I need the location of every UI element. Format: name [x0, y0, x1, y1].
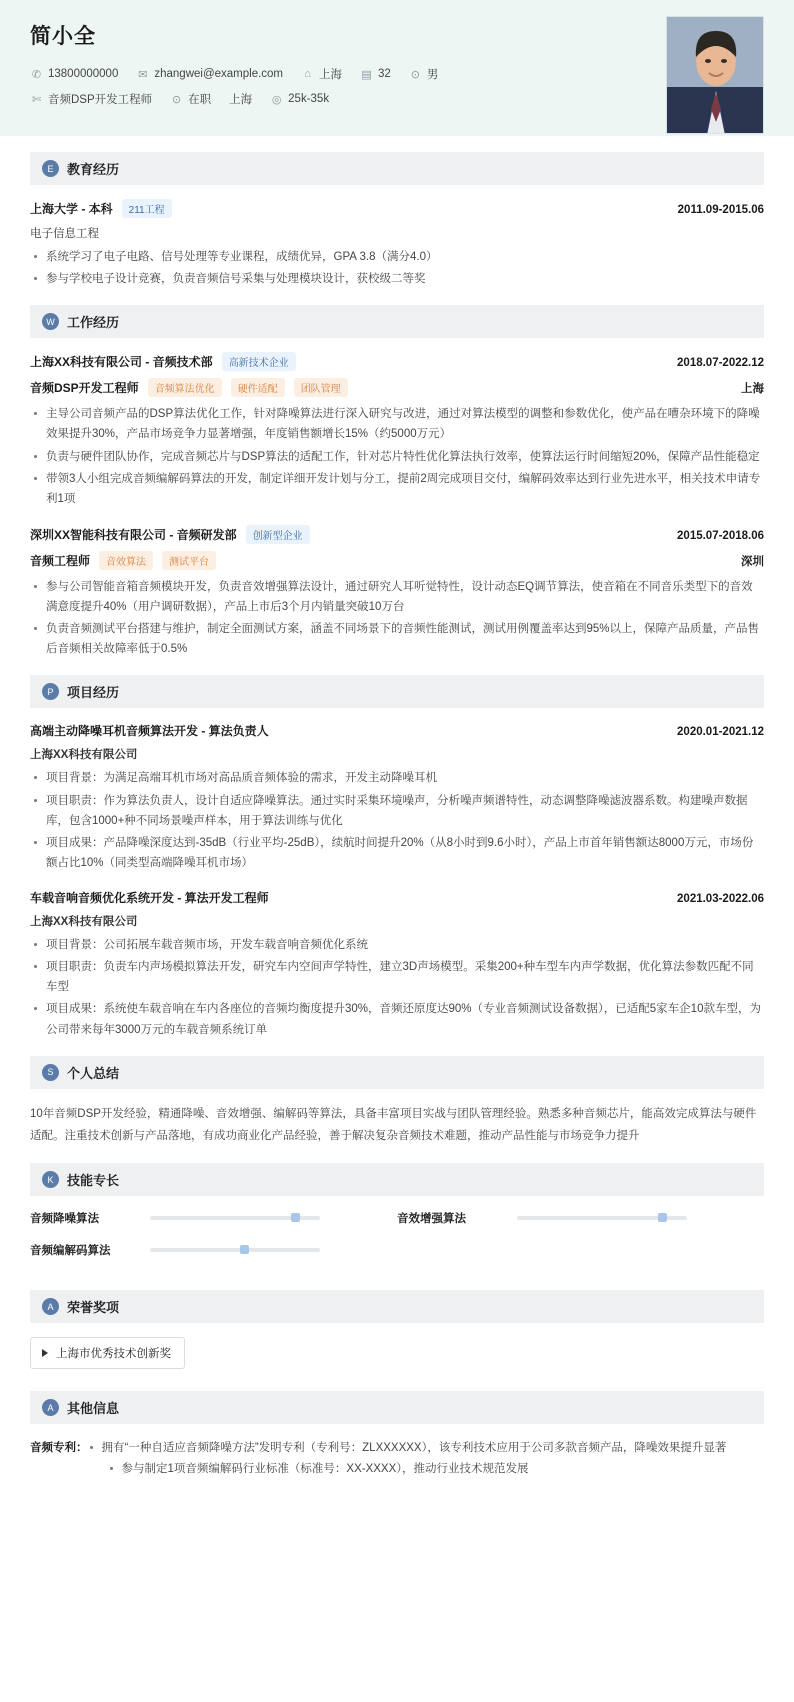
contact-job-title [30, 91, 152, 107]
section-awards [30, 1290, 764, 1375]
contact-job-title-value: 音频DSP开发工程师 [48, 94, 153, 106]
other-info-text: 拥有“一种自适应音频降噪方法”发明专利（专利号：ZLXXXXXX），该专利技术应用于公司多款音频产品，降噪效果提升显著 [88, 1438, 765, 1459]
star-icon: K [42, 1171, 59, 1188]
skill-name: 音频编解码算法 [30, 1245, 111, 1258]
project-date: 2021.03-2022.06 [677, 893, 764, 905]
list-item: 项目背景：公司拓展车载音频市场，开发车载音响音频优化系统 [30, 935, 764, 955]
work-company: 深圳XX智能科技有限公司 - 音频研发部 [30, 527, 237, 542]
education-entry [30, 199, 764, 289]
project-entry [30, 889, 764, 1040]
list-item: 项目职责：作为算法负责人，设计自适应降噪算法。通过实时采集环境噪声，分析噪声频谱特性，动态调整降噪滤波器系数。构建噪声数据库，包含1000+种不同场景噪声样本，用于算法训练与优化 [30, 791, 764, 831]
other-info-row [30, 1438, 764, 1481]
skill-slider[interactable] [150, 1216, 320, 1220]
summary-text: 10年音频DSP开发经验，精通降噪、音效增强、编解码等算法，具备丰富项目实战与团队管理经验。熟悉多种音频芯片，能高效完成算法与硬件适配。注重技术创新与产品落地，有成功商业化产品经验，善于解决复杂音频技术难题，推动产品性能与市场竞争力提升 [30, 1107, 757, 1143]
section-skills [30, 1163, 764, 1274]
trophy-icon: A [42, 1298, 59, 1315]
section-header-summary [30, 1056, 764, 1089]
section-header-awards [30, 1290, 764, 1323]
list-item: 系统学习了电子电路、信号处理等专业课程，成绩优异，GPA 3.8（满分4.0） [30, 247, 764, 267]
mail-icon: ✉ [138, 68, 148, 81]
contact-email [136, 68, 283, 81]
work-role-tag: 音频算法优化 [148, 378, 222, 397]
contact-salary [270, 93, 329, 106]
location-icon: ⌂ [304, 68, 311, 80]
contact-location-value: 上海 [319, 69, 343, 81]
resume-header [0, 0, 794, 136]
work-company: 上海XX科技有限公司 - 音频技术部 [30, 355, 213, 370]
section-title: 技能专长 [67, 1173, 120, 1189]
work-date: 2018.07-2022.12 [677, 357, 764, 370]
grid-icon: P [42, 683, 59, 700]
award-label: 上海市优秀技术创新奖 [56, 1348, 171, 1361]
section-summary [30, 1056, 764, 1148]
phone-icon: ✆ [31, 68, 42, 81]
section-title: 荣誉奖项 [67, 1300, 120, 1316]
skill-item [30, 1242, 397, 1258]
gender-icon: ⊙ [410, 68, 420, 81]
project-company: 上海XX科技有限公司 [30, 749, 138, 762]
contact-city [229, 91, 252, 107]
list-item: 参与制定1项音频编解码行业标准（标准号：XX-XXXX），推动行业技术规范发展 [106, 1459, 765, 1479]
work-location: 深圳 [741, 555, 764, 568]
section-header-work [30, 305, 764, 338]
section-education [30, 152, 764, 289]
skill-slider[interactable] [517, 1216, 687, 1220]
list-item: 参与学校电子设计竞赛，负责音频信号采集与处理模块设计，获校级二等奖 [30, 269, 764, 289]
page-title: 简小全 [30, 25, 96, 48]
section-other [30, 1391, 764, 1481]
project-date: 2020.01-2021.12 [677, 726, 764, 739]
contact-salary-value: 25k-35k [288, 93, 330, 105]
list-item: 项目背景：为满足高端耳机市场对高品质音频体验的需求，开发主动降噪耳机 [30, 768, 764, 788]
contact-age [360, 68, 391, 81]
status-icon: ⊙ [172, 93, 182, 106]
work-entry [30, 352, 764, 509]
work-entry [30, 525, 764, 660]
project-company: 上海XX科技有限公司 [30, 916, 138, 928]
work-role-tag: 测试平台 [162, 551, 216, 570]
list-item: 负责音频测试平台搭建与维护，制定全面测试方案，涵盖不同场景下的音频性能测试，测试用例覆盖率达到95%以上，保障产品质量，产品售后音频相关故障率低于0.5% [30, 619, 764, 659]
contact-gender [409, 66, 439, 82]
skill-slider-handle[interactable] [658, 1213, 667, 1222]
work-date: 2015.07-2018.06 [677, 529, 764, 542]
section-title: 工作经历 [67, 315, 120, 331]
contact-phone [30, 68, 118, 81]
project-bullets [30, 768, 764, 873]
section-header-projects [30, 675, 764, 708]
education-tag: 211工程 [122, 199, 172, 218]
skill-slider[interactable] [150, 1248, 320, 1252]
job-title-icon: ✄ [31, 93, 42, 106]
skill-slider-handle[interactable] [291, 1213, 300, 1222]
skill-slider-handle[interactable] [240, 1245, 249, 1254]
skill-name: 音频降噪算法 [30, 1213, 99, 1226]
list-item: 带领3人小组完成音频编解码算法的开发，制定详细开发计划与分工，提前2周完成项目交付，编解码效率达到行业先进水平，相关技术申请专利1项 [30, 469, 764, 509]
work-role-tag: 硬件适配 [231, 378, 285, 397]
skill-name: 音效增强算法 [397, 1213, 466, 1226]
contact-city-value: 上海 [229, 94, 253, 106]
education-date: 2011.09-2015.06 [677, 204, 764, 216]
award-item[interactable] [30, 1337, 185, 1369]
contact-row-secondary [30, 91, 764, 107]
work-role-tag: 音效算法 [99, 551, 153, 570]
project-title: 车载音响音频优化系统开发 - 算法开发工程师 [30, 891, 269, 905]
education-icon: E [42, 160, 59, 177]
project-entry [30, 722, 764, 873]
other-info-label: 音频专利： [30, 1442, 88, 1455]
section-work [30, 305, 764, 659]
skill-list [30, 1210, 764, 1274]
info-icon: A [42, 1399, 59, 1416]
section-header-education [30, 152, 764, 185]
contact-phone-value: 13800000000 [48, 68, 119, 80]
salary-icon: ◎ [271, 93, 282, 106]
work-role-tag: 团队管理 [294, 378, 348, 397]
briefcase-icon: W [42, 313, 59, 330]
work-location: 上海 [741, 383, 764, 396]
skill-item [397, 1210, 764, 1226]
list-item: 项目成果：系统使车载音响在车内各座位的音频均衡度提升30%，音频还原度达90%（专业音频测试设备数据），已适配5家车企10款车型，为公司带来每年3000万元的车载音频系统订单 [30, 999, 764, 1039]
section-title: 其他信息 [67, 1401, 120, 1417]
list-item: 主导公司音频产品的DSP算法优化工作，针对降噪算法进行深入研究与改进，通过对算法模型的调整和参数优化，使产品在嘈杂环境下的降噪效果提升30%，产品市场竞争力显著增强，年度销售额增长15%（约5000万元） [30, 404, 764, 444]
contact-age-value: 32 [378, 68, 391, 80]
section-title: 个人总结 [67, 1065, 120, 1081]
work-role: 音频工程师 [30, 553, 91, 568]
work-bullets [30, 404, 764, 509]
work-bullets [30, 577, 764, 660]
other-info-sub-list [106, 1459, 765, 1479]
work-company-tag: 高新技术企业 [222, 352, 296, 371]
work-company-tag: 创新型企业 [246, 525, 310, 544]
contact-gender-value: 男 [426, 69, 439, 81]
section-title: 项目经历 [67, 685, 120, 701]
list-item: 负责与硬件团队协作，完成音频芯片与DSP算法的适配工作，针对芯片特性优化算法执行效率，使算法运行时间缩短20%，保障产品性能稳定 [30, 447, 764, 467]
contact-status-value: 在职 [188, 94, 212, 106]
section-title: 教育经历 [67, 162, 120, 177]
contact-row-primary [30, 66, 764, 82]
contact-location [301, 66, 342, 82]
avatar [666, 16, 764, 134]
skill-item [30, 1210, 397, 1226]
section-header-skills [30, 1163, 764, 1196]
list-item: 参与公司智能音箱音频模块开发，负责音效增强算法设计，通过研究人耳听觉特性，设计动态EQ调节算法，使音箱在不同音乐类型下的音效满意度提升40%（用户调研数据），产品上市后3个月内销量突破10万台 [30, 577, 764, 617]
contact-status [170, 91, 211, 107]
section-projects [30, 675, 764, 1039]
project-bullets [30, 935, 764, 1040]
age-icon: ▤ [361, 68, 372, 81]
contact-email-value: zhangwei@example.com [154, 68, 284, 80]
user-icon: S [42, 1064, 59, 1081]
project-title: 高端主动降噪耳机音频算法开发 - 算法负责人 [30, 724, 269, 739]
list-item: 项目职责：负责车内声场模拟算法开发，研究车内空间声学特性，建立3D声场模型。采集200+种车型车内声学数据，优化算法参数匹配不同车型 [30, 957, 764, 997]
education-major: 电子信息工程 [30, 228, 99, 240]
work-role: 音频DSP开发工程师 [30, 381, 139, 396]
education-bullets [30, 247, 764, 289]
education-school: 上海大学 - 本科 [30, 202, 113, 216]
list-item: 项目成果：产品降噪深度达到-35dB（行业平均-25dB），续航时间提升20%（从8小时到9.6小时），产品上市首年销售额达8000万元，市场份额占比10%（同类型高端降噪耳机市场） [30, 833, 764, 873]
section-header-other [30, 1391, 764, 1424]
play-triangle-icon [42, 1349, 48, 1357]
